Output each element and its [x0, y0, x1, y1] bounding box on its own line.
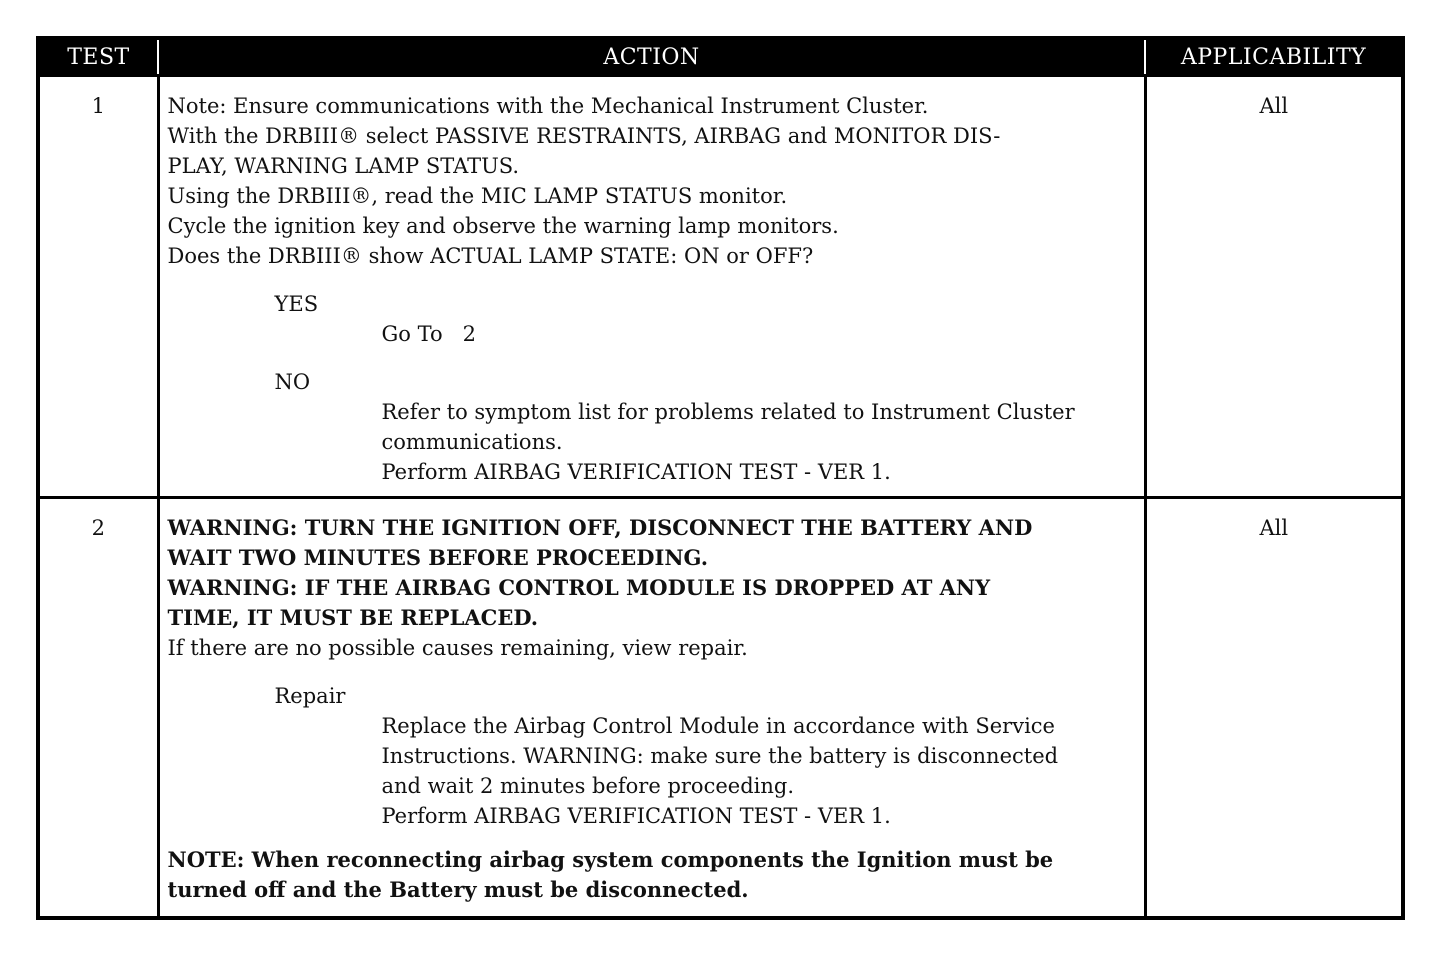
repair-label: Repair: [274, 684, 346, 708]
applicability-column-header: APPLICABILITY: [1145, 38, 1403, 76]
warning-line: WARNING: TURN THE IGNITION OFF, DISCONNECT THE BATTERY AND: [167, 515, 1033, 540]
info-line: If there are no possible causes remaining, view repair.: [167, 636, 748, 660]
test-number: 2: [38, 498, 158, 918]
applicability-value: All: [1145, 498, 1403, 918]
spacer: [168, 831, 1136, 845]
action-line: Using the DRBIII®, read the MIC LAMP STATUS monitor.: [167, 184, 788, 208]
warning-line: WAIT TWO MINUTES BEFORE PROCEEDING.: [167, 545, 709, 570]
action-line: Cycle the ignition key and observe the warning lamp monitors.: [167, 214, 839, 238]
repair-body-line: Perform AIRBAG VERIFICATION TEST - VER 1.: [381, 804, 891, 828]
action-cell: [158, 498, 1145, 918]
table-row: [38, 76, 1403, 498]
note-line: turned off and the Battery must be disconnected.: [167, 877, 749, 902]
warning-line: TIME, IT MUST BE REPLACED.: [167, 605, 539, 630]
warning-line: WARNING: IF THE AIRBAG CONTROL MODULE IS DROPPED AT ANY: [167, 575, 991, 600]
yes-option-body: Go To 2: [381, 322, 476, 346]
action-line: Note: Ensure communications with the Mechanical Instrument Cluster.: [167, 94, 929, 118]
test-column-header: TEST: [38, 38, 158, 76]
action-line: PLAY, WARNING LAMP STATUS.: [167, 154, 520, 178]
repair-body-line: and wait 2 minutes before proceeding.: [381, 774, 794, 798]
action-cell: [158, 76, 1145, 498]
no-option-body-line: communications.: [381, 430, 563, 454]
no-option-body-line: Perform AIRBAG VERIFICATION TEST - VER 1.: [381, 460, 891, 484]
action-line: Does the DRBIII® show ACTUAL LAMP STATE: ON or OFF?: [167, 244, 814, 268]
repair-body-line: Replace the Airbag Control Module in accordance with Service: [381, 714, 1055, 738]
action-column-header: ACTION: [158, 38, 1145, 76]
no-option-label: NO: [274, 370, 311, 394]
yes-option-label: YES: [274, 292, 319, 316]
note-line: NOTE: When reconnecting airbag system components the Ignition must be: [167, 847, 1054, 872]
no-option-body-line: Refer to symptom list for problems related to Instrument Cluster: [381, 400, 1075, 424]
table-row: [38, 498, 1403, 918]
repair-body-line: Instructions. WARNING: make sure the battery is disconnected: [381, 744, 1059, 768]
applicability-value: All: [1145, 76, 1403, 498]
test-number: 1: [38, 76, 158, 498]
action-line: With the DRBIII® select PASSIVE RESTRAINTS, AIRBAG and MONITOR DIS-: [167, 124, 1001, 148]
diagnostic-test-table: [36, 36, 1405, 920]
table-header-row: [38, 38, 1403, 76]
